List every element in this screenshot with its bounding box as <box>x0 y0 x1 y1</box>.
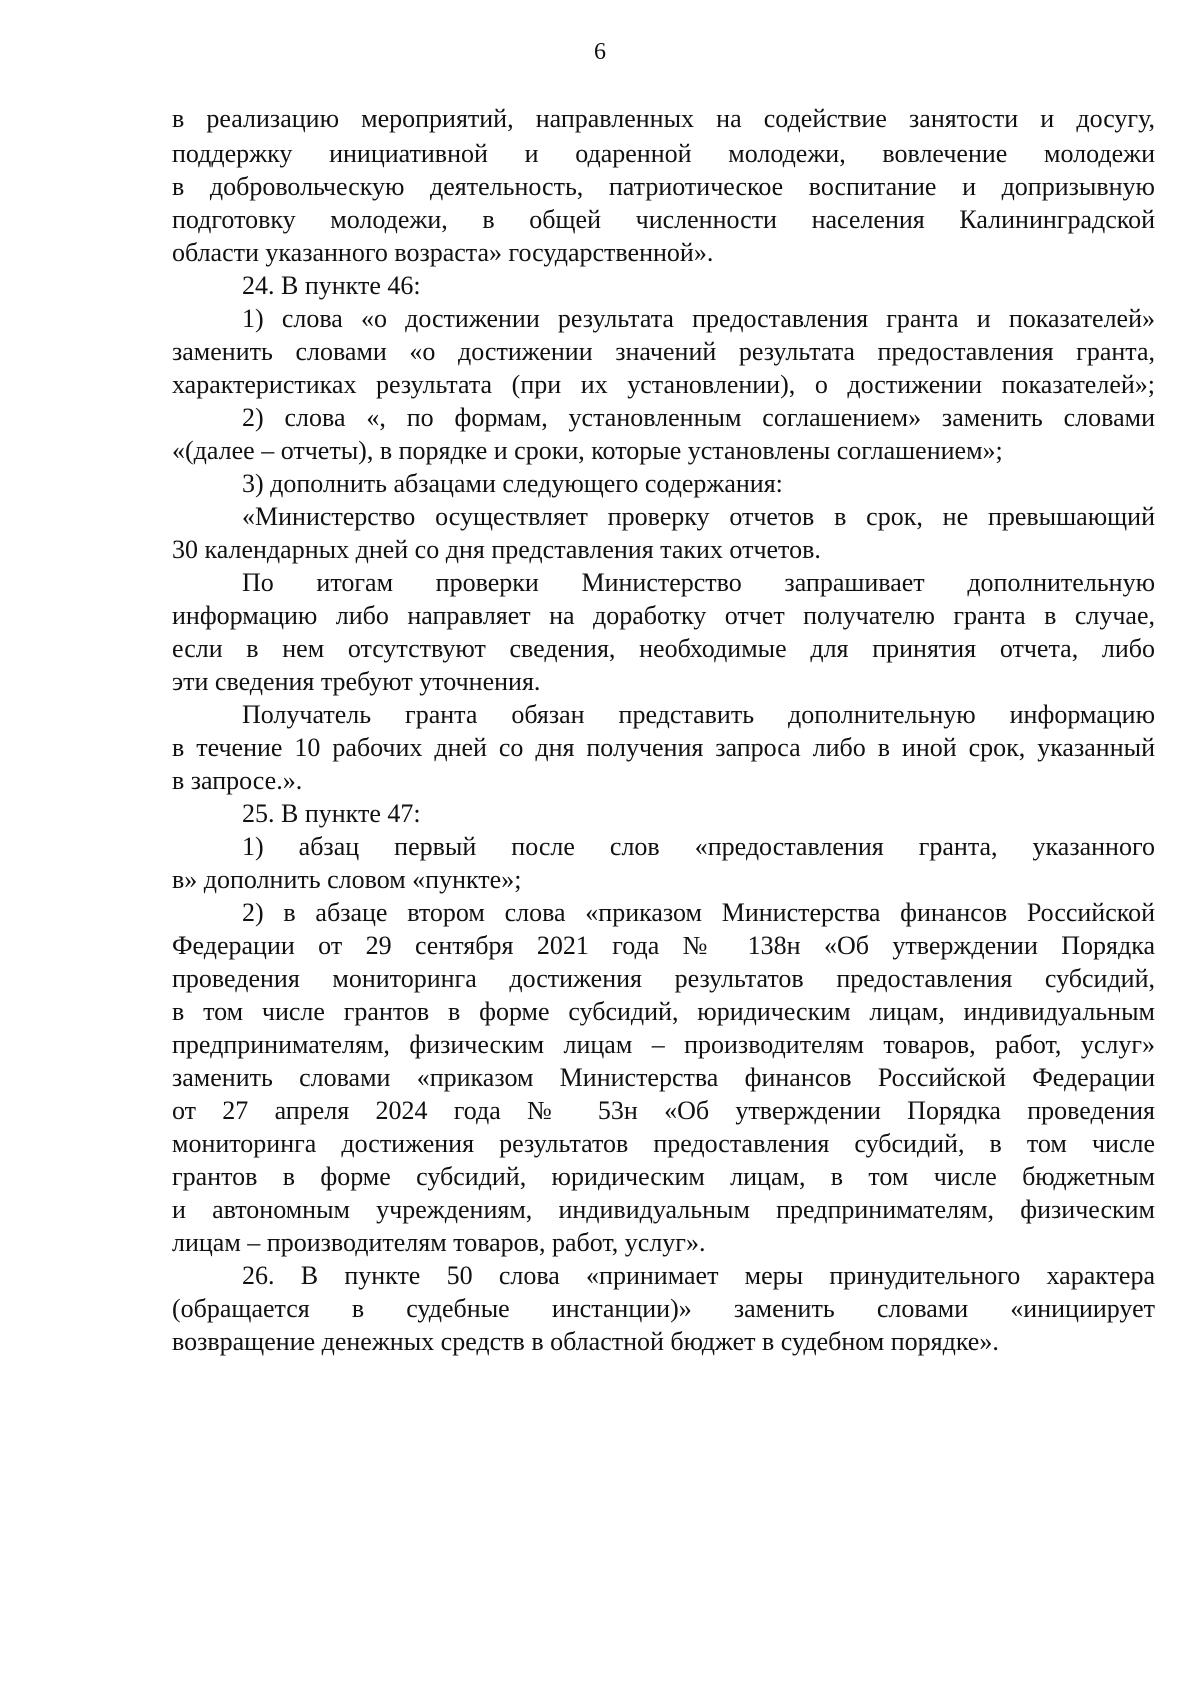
text-line: характеристиках результата (при их установлении), о достижении показателей»; <box>172 370 1155 399</box>
text-line: подготовку молодежи, в общей численности населения Калининградской <box>172 205 1155 234</box>
text-line: лицам – производителям товаров, работ, услуг». <box>172 1228 706 1257</box>
text-line: По итогам проверки Министерство запрашивает дополнительную <box>242 568 1155 597</box>
text-line: 2) в абзаце втором слова «приказом Министерства финансов Российской <box>242 898 1155 927</box>
text-line: если в нем отсутствуют сведения, необходимые для принятия отчета, либо <box>172 634 1155 663</box>
text-line: от 27 апреля 2024 года № 53н «Об утверждении Порядка проведения <box>172 1096 1155 1125</box>
text-line: в» дополнить словом «пункте»; <box>172 865 522 894</box>
text-line: (обращается в судебные инстанции)» заменить словами «инициирует <box>172 1294 1155 1323</box>
text-line: 25. В пункте 47: <box>242 799 421 828</box>
text-line: 24. В пункте 46: <box>242 271 421 300</box>
text-line: 2) слова «, по формам, установленным соглашением» заменить словами <box>242 403 1155 432</box>
text-line: информацию либо направляет на доработку отчет получателю гранта в случае, <box>172 601 1155 630</box>
text-line: поддержку инициативной и одаренной молодежи, вовлечение молодежи <box>172 139 1155 168</box>
text-line: возвращение денежных средств в областной бюджет в судебном порядке». <box>172 1327 999 1356</box>
text-line: в том числе грантов в форме субсидий, юридическим лицам, индивидуальным <box>172 997 1155 1026</box>
text-line: Получатель гранта обязан представить дополнительную информацию <box>242 700 1155 729</box>
text-line: в течение 10 рабочих дней со дня получения запроса либо в иной срок, указанный <box>172 733 1155 762</box>
text-line: в запросе.». <box>172 766 303 795</box>
text-line: «Министерство осуществляет проверку отчетов в срок, не превышающий <box>242 502 1155 531</box>
text-line: эти сведения требуют уточнения. <box>172 667 541 696</box>
text-line: 26. В пункте 50 слова «принимает меры принудительного характера <box>242 1261 1155 1290</box>
text-line: в реализацию мероприятий, направленных на содействие занятости и досугу, <box>172 104 1155 133</box>
text-line: заменить словами «о достижении значений результата предоставления гранта, <box>172 337 1155 366</box>
text-line: 1) абзац первый после слов «предоставления гранта, указанного <box>242 832 1155 861</box>
text-line: грантов в форме субсидий, юридическим лицам, в том числе бюджетным <box>172 1162 1155 1191</box>
text-line: проведения мониторинга достижения результатов предоставления субсидий, <box>172 964 1155 993</box>
text-line: заменить словами «приказом Министерства финансов Российской Федерации <box>172 1063 1155 1092</box>
text-line: Федерации от 29 сентября 2021 года № 138н «Об утверждении Порядка <box>172 931 1155 960</box>
text-line: области указанного возраста» государственной». <box>172 238 714 267</box>
text-line: и автономным учреждениям, индивидуальным предпринимателям, физическим <box>172 1195 1155 1224</box>
text-line: 1) слова «о достижении результата предоставления гранта и показателей» <box>242 304 1155 333</box>
page-number: 6 <box>594 39 606 65</box>
text-line: в добровольческую деятельность, патриотическое воспитание и допризывную <box>172 172 1155 201</box>
text-line: 30 календарных дней со дня представления таких отчетов. <box>172 535 821 564</box>
text-line: мониторинга достижения результатов предоставления субсидий, в том числе <box>172 1129 1155 1158</box>
text-line: предпринимателям, физическим лицам – производителям товаров, работ, услуг» <box>172 1030 1155 1059</box>
text-line: 3) дополнить абзацами следующего содержания: <box>242 469 783 498</box>
text-line: «(далее – отчеты), в порядке и сроки, которые установлены соглашением»; <box>172 436 1003 465</box>
